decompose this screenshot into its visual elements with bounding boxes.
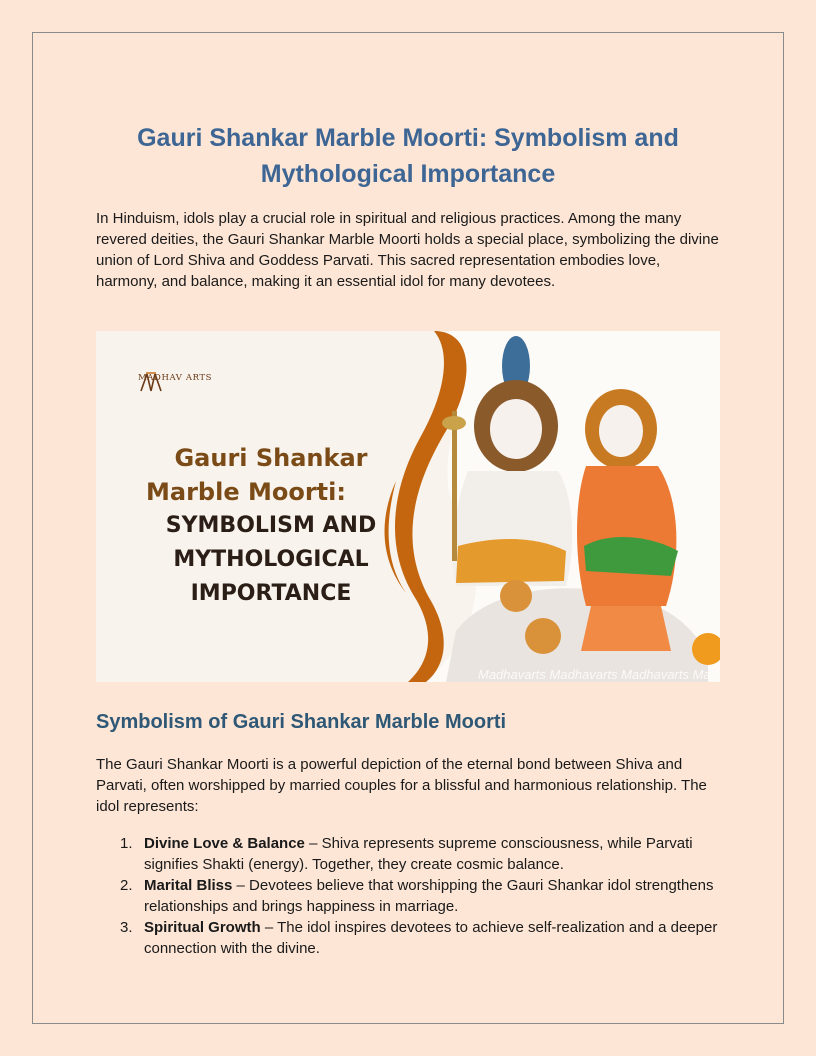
banner-line-5: IMPORTANCE xyxy=(190,581,352,606)
banner-watermark: Madhavarts Madhavarts Madhavarts Ma xyxy=(478,667,711,682)
logo-text: MADHAV ARTS xyxy=(138,373,213,383)
list-number: 3. xyxy=(120,919,133,936)
list-item xyxy=(96,833,720,875)
banner-image xyxy=(96,331,720,682)
list-item-title: Marital Bliss xyxy=(144,877,233,894)
list-number: 1. xyxy=(120,835,133,852)
madhav-arts-logo xyxy=(138,371,218,383)
list-item-text: – Devotees believe that worshipping the Gauri Shankar idol strengthens relationships and brings happiness in marriage. xyxy=(144,877,714,915)
list-item-title: Divine Love & Balance xyxy=(144,835,305,852)
logo-emblem-icon xyxy=(138,371,164,393)
list-item-text: – Shiva represents supreme consciousness, while Parvati signifies Shakti (energy). Together, they create cosmic balance. xyxy=(144,835,693,873)
banner-line-3: SYMBOLISM AND xyxy=(165,513,377,538)
banner-line-2: Marble Moorti: xyxy=(146,478,346,506)
list-number: 2. xyxy=(120,877,133,894)
banner-line-1: Gauri Shankar xyxy=(174,444,368,472)
section-paragraph: The Gauri Shankar Moorti is a powerful depiction of the eternal bond between Shiva and Parvati, often worshipped by married couples for a blissful and harmonious relationship. The idol represents: xyxy=(96,756,707,815)
section-heading: Symbolism of Gauri Shankar Marble Moorti xyxy=(96,711,507,733)
list-item xyxy=(96,875,720,917)
banner-title xyxy=(126,441,416,611)
intro-paragraph: In Hinduism, idols play a crucial role in spiritual and religious practices. Among the many revered deities, the Gauri Shankar Marble Moorti holds a special place, symbolizing the divine union of Lord Shiva and Goddess Parvati. This sacred representation embodies love, harmony, and balance, making it an essential idol for many devotees. xyxy=(96,210,719,290)
list-item-title: Spiritual Growth xyxy=(144,919,261,936)
list-item-text: – The idol inspires devotees to achieve self-realization and a deeper connection with the divine. xyxy=(144,919,718,957)
symbolism-list xyxy=(96,833,720,959)
banner-line-4: MYTHOLOGICAL xyxy=(173,547,369,572)
page-title: Gauri Shankar Marble Moorti: Symbolism and Mythological Importance xyxy=(137,124,679,188)
list-item xyxy=(96,917,720,959)
